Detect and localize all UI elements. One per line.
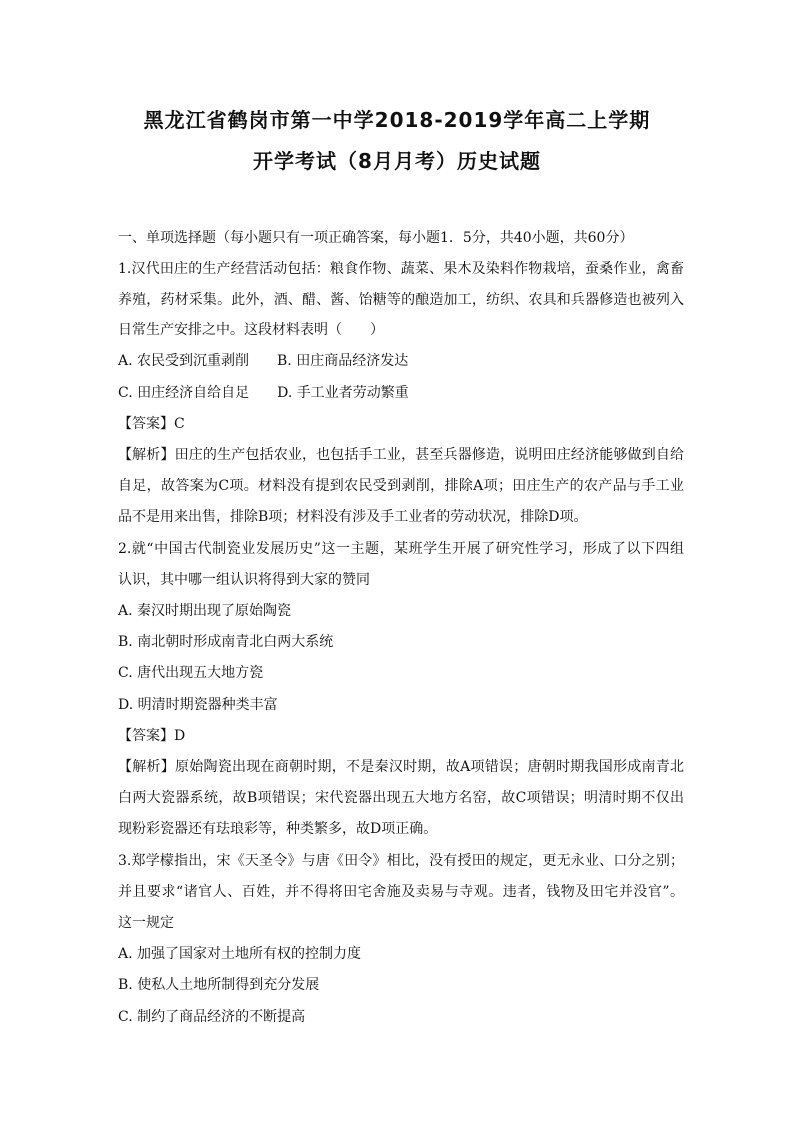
q1-stem-line: 养殖，药材采集。此外，酒、醋、酱、饴糖等的酿造加工，纺织、农具和兵器修造也被列入	[118, 292, 684, 308]
q1-option-line: C. 田庄经济自给自足 D. 手工业者劳动繁重	[118, 385, 409, 401]
q2-stem-line: 2.就“中国古代制瓷业发展历史”这一主题，某班学生开展了研究性学习，形成了以下四组	[118, 541, 684, 557]
q1-analysis-line: 【解析】田庄的生产包括农业，也包括手工业，甚至兵器修造，说明田庄经济能够做到自给	[118, 447, 684, 463]
q3-stem-line: 这一规定	[118, 915, 174, 931]
q3-option-c: C. 制约了商品经济的不断提高	[118, 1009, 306, 1025]
q2-analysis-line: 白两大瓷器系统，故B项错误；宋代瓷器出现五大地方名窑，故C项错误；明清时期不仅出	[118, 790, 684, 806]
q3-option-a: A. 加强了国家对土地所有权的控制力度	[118, 946, 362, 962]
q2-option-c: C. 唐代出现五大地方瓷	[118, 665, 264, 681]
exam-title-line-1: 黑龙江省鹤岗市第一中学2018-2019学年高二上学期	[143, 108, 651, 132]
q2-option-a: A. 秦汉时期出现了原始陶瓷	[118, 603, 292, 619]
q2-stem-line: 认识，其中哪一组认识将得到大家的赞同	[118, 572, 370, 588]
section-heading: 一、单项选择题（每小题只有一项正确答案，每小题1．5分，共40小题，共60分）	[118, 230, 634, 246]
q2-analysis-line: 现粉彩瓷器还有珐琅彩等，种类繁多，故D项正确。	[118, 821, 438, 837]
q2-answer: 【答案】D	[118, 728, 186, 744]
exam-title-line-2: 开学考试（8月月考）历史试题	[253, 149, 541, 173]
q2-option-d: D. 明清时期瓷器种类丰富	[118, 697, 278, 713]
q3-stem-line: 并且要求“诸官人、百姓，并不得将田宅舍施及卖易与寺观。违者，钱物及田宅并没官”。	[118, 884, 684, 900]
q3-stem-line: 3.郑学檬指出，宋《天圣令》与唐《田令》相比，没有授田的规定，更无永业、口分之别；	[118, 853, 684, 869]
q2-option-b: B. 南北朝时形成南青北白两大系统	[118, 634, 334, 650]
q1-stem-line: 日常生产安排之中。这段材料表明（ ）	[118, 322, 384, 338]
q2-analysis-line: 【解析】原始陶瓷出现在商朝时期，不是秦汉时期，故A项错误；唐朝时期我国形成南青北	[118, 759, 684, 775]
q1-analysis-line: 自足，故答案为C项。材料没有提到农民受到剥削，排除A项；田庄生产的农产品与手工业	[118, 478, 684, 494]
q1-analysis-line: 品不是用来出售，排除B项；材料没有涉及手工业者的劳动状况，排除D项。	[118, 509, 588, 525]
q1-answer: 【答案】C	[118, 416, 185, 432]
q1-option-line: A. 农民受到沉重剥削 B. 田庄商品经济发达	[118, 353, 409, 369]
q1-stem-line: 1.汉代田庄的生产经营活动包括：粮食作物、蔬菜、果木及染料作物栽培，蚕桑作业，禽畜	[118, 261, 684, 277]
q3-option-b: B. 使私人土地所制得到充分发展	[118, 977, 320, 993]
